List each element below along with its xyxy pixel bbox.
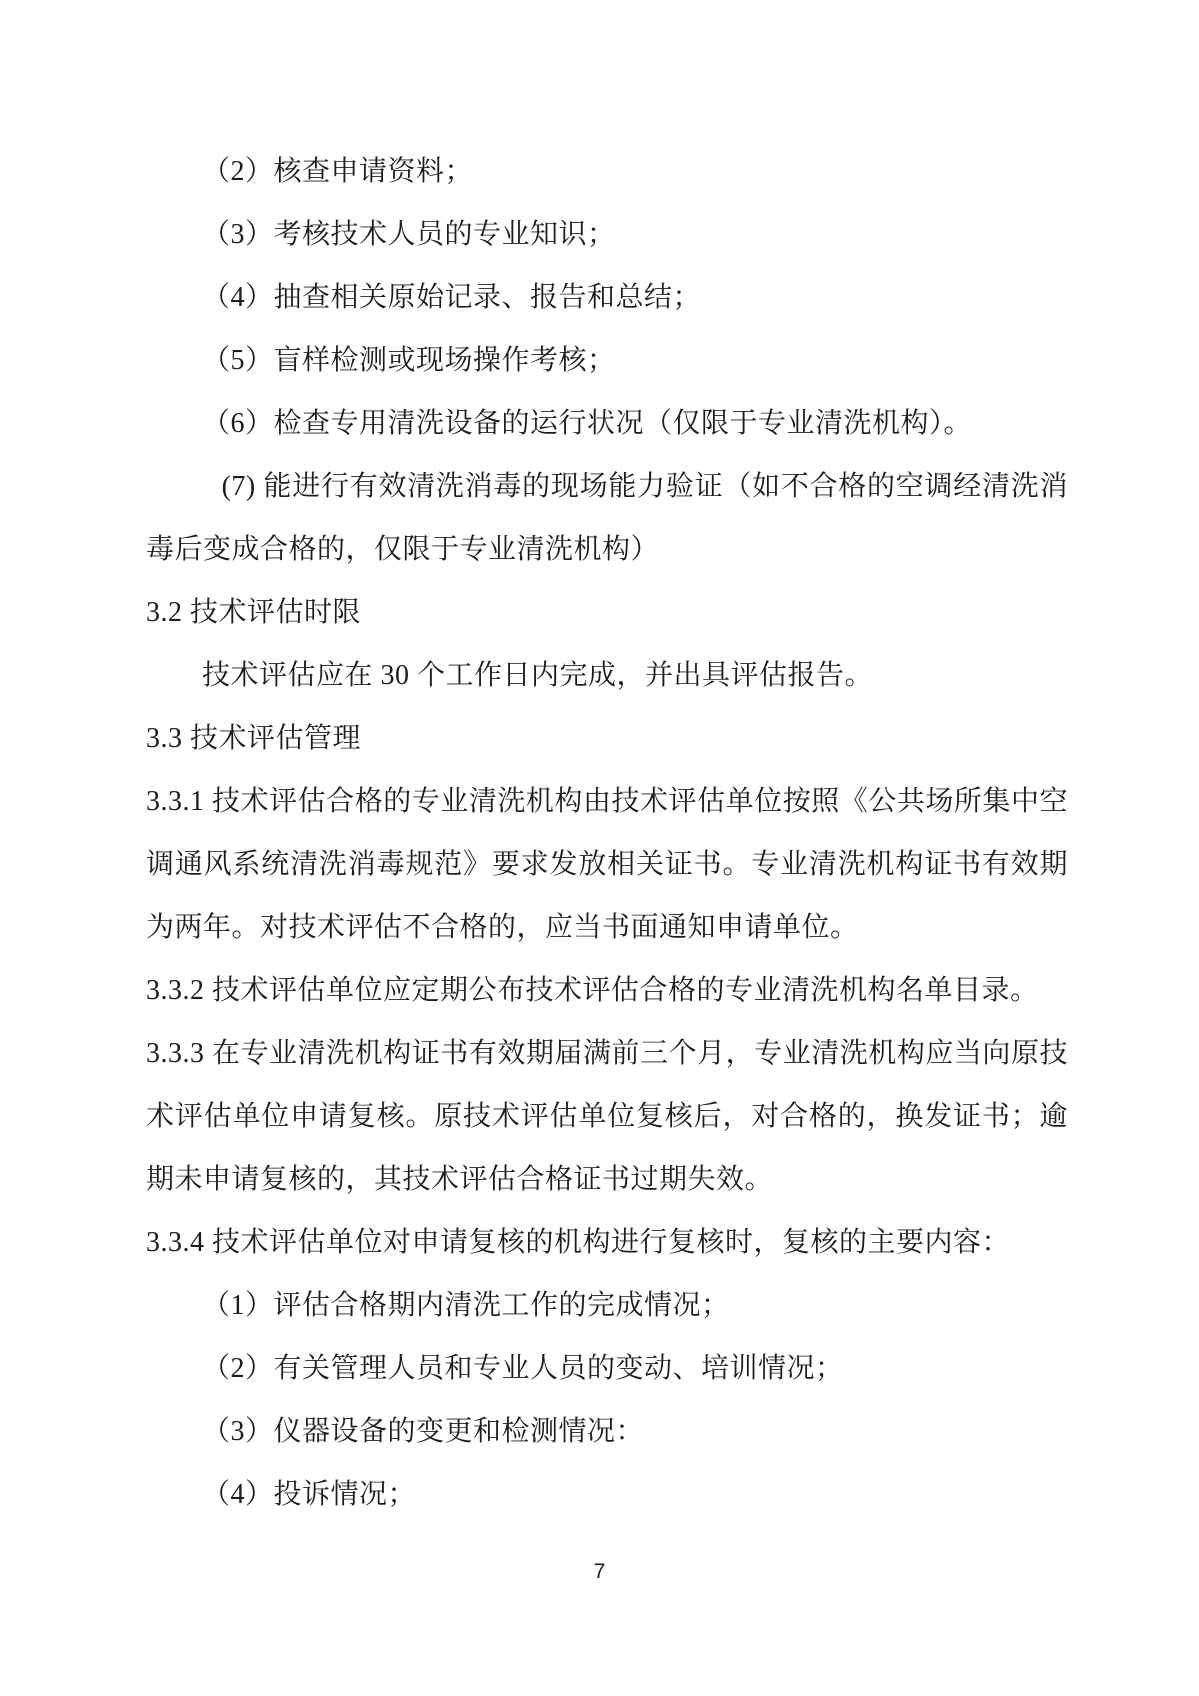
page-footer [0, 1560, 1199, 1584]
review-item-1: （1）评估合格期内清洗工作的完成情况； [202, 1290, 730, 1321]
clause-3-3-4: 3.3.4 技术评估单位对申请复核的机构进行复核时，复核的主要内容： [146, 1227, 1011, 1258]
review-item-4: （4）投诉情况； [202, 1479, 417, 1510]
assessment-item-7: (7) 能进行有效清洗消毒的现场能力验证（如不合格的空调经清洗消毒后变成合格的，仅限于专业清洗机构） [146, 471, 1068, 565]
assessment-item-5: （5）盲样检测或现场操作考核； [202, 345, 616, 376]
clause-3-3-1: 3.3.1 技术评估合格的专业清洗机构由技术评估单位按照《公共场所集中空调通风系统清洗消毒规范》要求发放相关证书。专业清洗机构证书有效期为两年。对技术评估不合格的，应当书面通知申请单位。 [146, 786, 1068, 943]
assessment-item-6: （6）检查专用清洗设备的运行状况（仅限于专业清洗机构）。 [202, 408, 973, 439]
assessment-item-3: （3）考核技术人员的专业知识； [202, 219, 616, 250]
section-3-2-paragraph: 技术评估应在 30 个工作日内完成，并出具评估报告。 [202, 660, 874, 691]
assessment-item-4: （4）抽查相关原始记录、报告和总结； [202, 282, 702, 313]
section-heading-3-2: 3.2 技术评估时限 [146, 597, 362, 628]
page-number: 7 [593, 1560, 606, 1583]
assessment-item-2: （2）核查申请资料； [202, 156, 474, 187]
clause-3-3-2: 3.3.2 技术评估单位应定期公布技术评估合格的专业清洗机构名单目录。 [146, 975, 1039, 1006]
section-heading-3-3: 3.3 技术评估管理 [146, 723, 362, 754]
document-body [146, 140, 1068, 1526]
review-item-2: （2）有关管理人员和专业人员的变动、培训情况； [202, 1353, 844, 1384]
review-item-3: （3）仪器设备的变更和检测情况： [202, 1416, 645, 1447]
clause-3-3-3: 3.3.3 在专业清洗机构证书有效期届满前三个月，专业清洗机构应当向原技术评估单位申请复核。原技术评估单位复核后，对合格的，换发证书；逾期未申请复核的，其技术评估合格证书过期失效。 [146, 1038, 1068, 1195]
